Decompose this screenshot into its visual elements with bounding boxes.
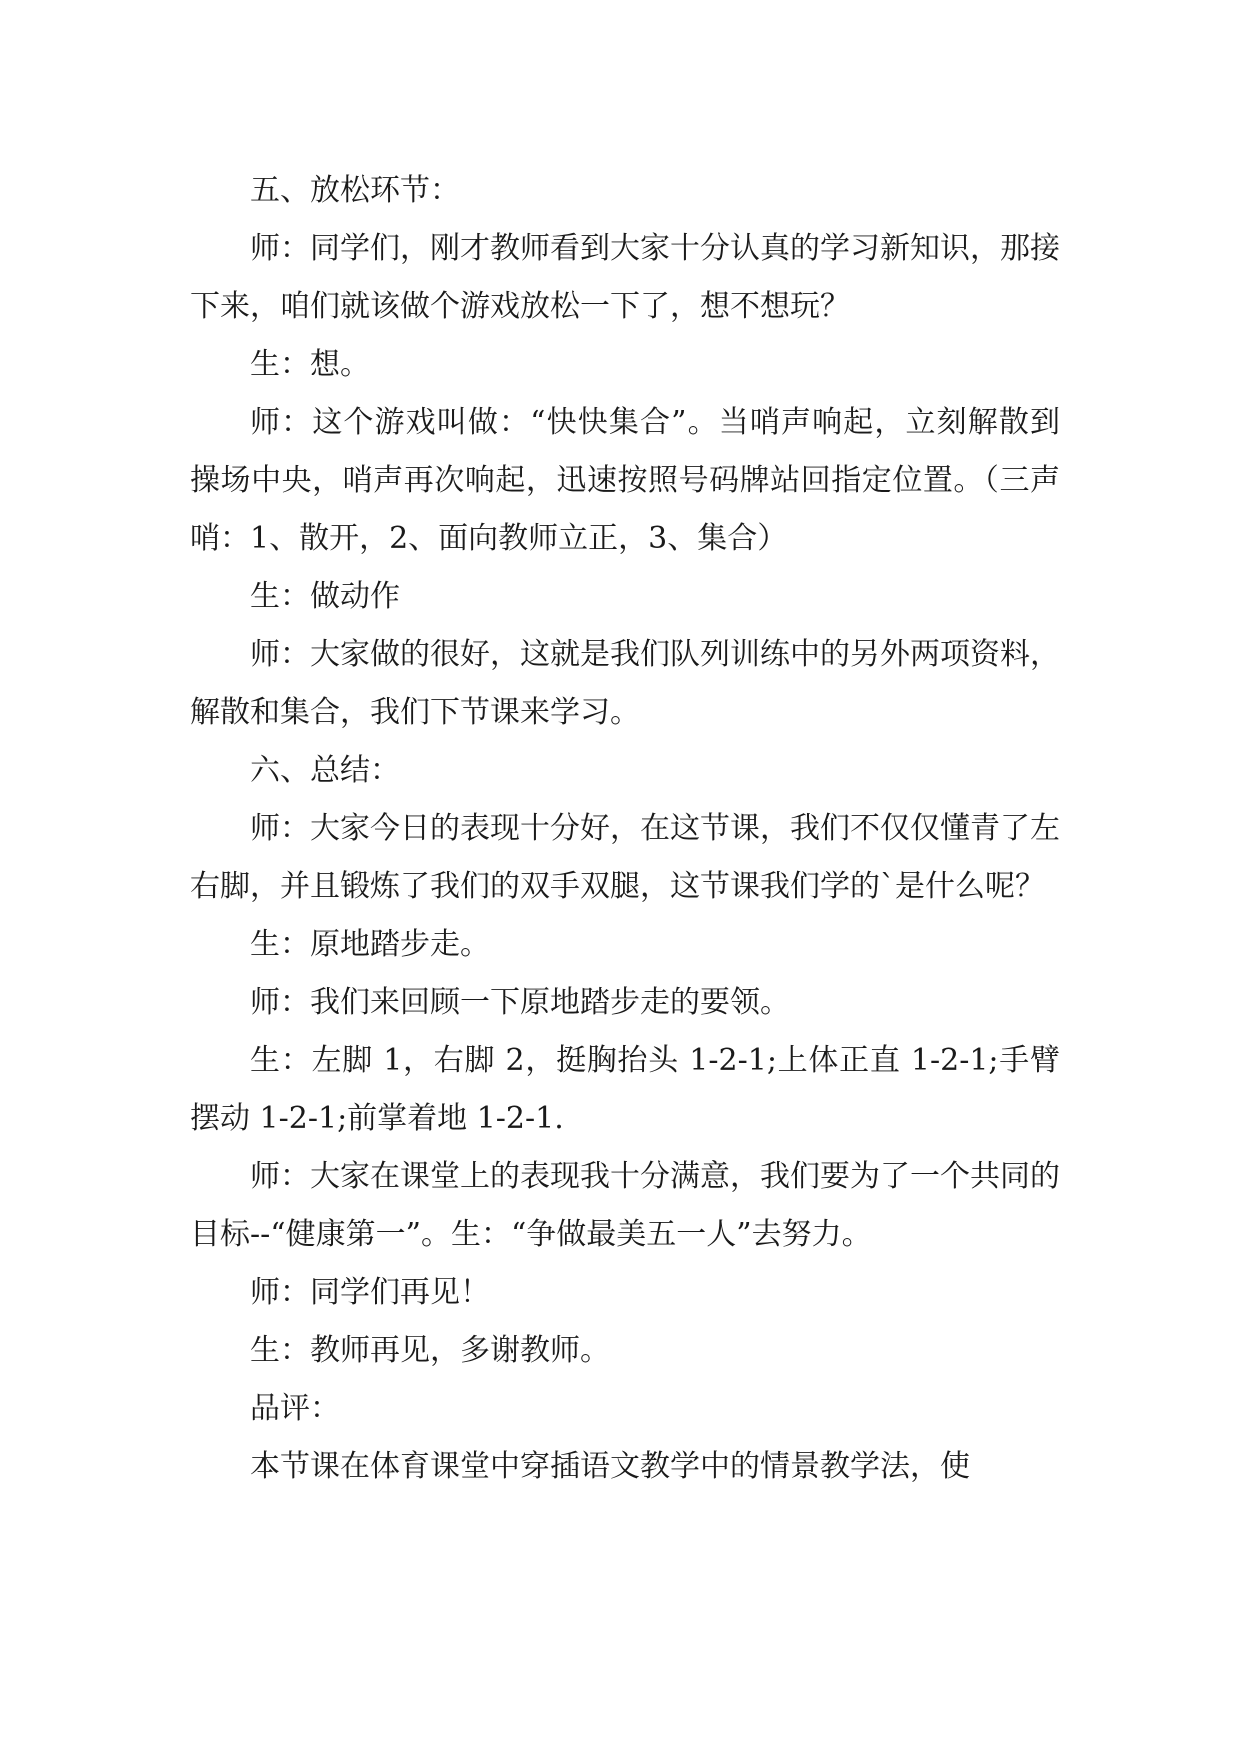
paragraph: 师：大家今日的表现十分好，在这节课，我们不仅仅懂青了左右脚，并且锻炼了我们的双手双腿，这节课我们学的`是什么呢？ [190,811,1060,904]
paragraph: 师：同学们，刚才教师看到大家十分认真的学习新知识，那接下来，咱们就该做个游戏放松一下了，想不想玩？ [190,231,1060,324]
paragraph: 生：左脚 1，右脚 2，挺胸抬头 1-2-1;上体正直 1-2-1;手臂摆动 1-2-1;前掌着地 1-2-1. [190,1043,1060,1136]
paragraph: 本节课在体育课堂中穿插语文教学中的情景教学法，使 [250,1449,970,1484]
paragraph: 师：大家做的很好，这就是我们队列训练中的另外两项资料，解散和集合，我们下节课来学习。 [190,637,1060,730]
paragraph: 师：同学们再见！ [250,1275,490,1310]
paragraph: 生：做动作 [250,579,400,614]
section-heading-review: 品评： [250,1391,340,1426]
paragraph: 师：我们来回顾一下原地踏步走的要领。 [250,985,790,1020]
document-body [190,162,1060,1496]
paragraph: 师：大家在课堂上的表现我十分满意，我们要为了一个共同的目标--“健康第一”。生：“争做最美五一人”去努力。 [190,1159,1060,1252]
paragraph: 生：教师再见，多谢教师。 [250,1333,610,1368]
paragraph: 生：原地踏步走。 [250,927,490,962]
section-heading-relax: 五、放松环节： [250,173,460,208]
paragraph: 生：想。 [250,347,370,382]
paragraph: 师：这个游戏叫做：“快快集合”。当哨声响起，立刻解散到操场中央，哨声再次响起，迅速按照号码牌站回指定位置。（三声哨：1、散开，2、面向教师立正，3、集合） [190,405,1060,556]
section-heading-summary: 六、总结： [250,753,400,788]
